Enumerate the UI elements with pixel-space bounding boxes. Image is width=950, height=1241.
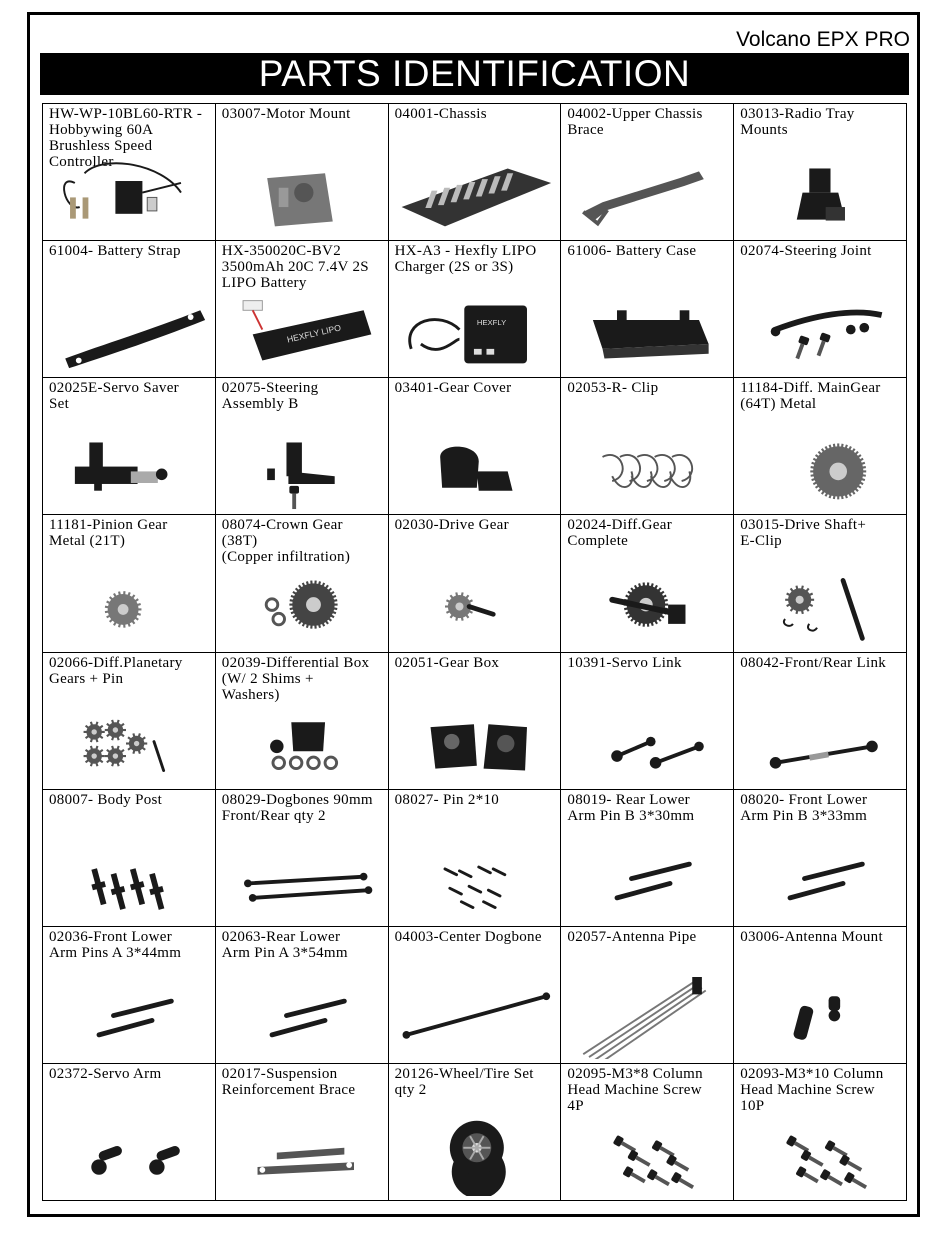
part-cell [216, 515, 389, 652]
suspension-brace-icon [216, 1114, 388, 1196]
part-cell [389, 241, 562, 378]
part-label: 02025E-Servo Saver Set [49, 380, 179, 413]
part-cell [734, 927, 907, 1064]
part-label: HX-350020C-BV2 3500mAh 20C 7.4V 2S LIPO Battery [221, 243, 369, 292]
part-cell [561, 790, 734, 927]
svg-text:HEXFLY LIPO: HEXFLY LIPO [285, 322, 342, 345]
arm-pin-icon [43, 977, 215, 1059]
part-cell [43, 790, 216, 927]
crown-gear-icon [216, 566, 388, 648]
screw-icon [561, 1114, 733, 1196]
pinion-gear-icon [43, 566, 215, 648]
arm-pin-icon [734, 840, 906, 922]
dogbone-icon [216, 840, 388, 922]
drive-gear-icon [389, 566, 561, 648]
charger-icon [389, 291, 561, 373]
part-label: 08027- Pin 2*10 [394, 791, 500, 808]
part-label: 03015-Drive Shaft+ E-Clip [740, 517, 867, 550]
part-cell [734, 1064, 907, 1201]
part-label: 20126-Wheel/Tire Set qty 2 [394, 1065, 534, 1098]
part-label: 02066-Diff.Planetary Gears + Pin [49, 654, 183, 687]
part-label: 61004- Battery Strap [49, 243, 181, 260]
part-label: 04001-Chassis [394, 106, 487, 122]
part-cell [43, 927, 216, 1064]
part-cell [389, 653, 562, 790]
svg-text:HEXFLY: HEXFLY [476, 318, 506, 328]
gear-box-icon [389, 703, 561, 785]
r-clip-icon [561, 428, 733, 510]
part-cell [43, 1064, 216, 1201]
part-cell [734, 241, 907, 378]
part-label: 02095-M3*8 Column Head Machine Screw 4P [567, 1065, 703, 1114]
part-cell [561, 378, 734, 515]
chassis-brace-icon [561, 154, 733, 236]
part-cell [216, 241, 389, 378]
antenna-pipe-icon [561, 977, 733, 1059]
part-label: 08042-Front/Rear Link [740, 654, 887, 671]
servo-link-icon [561, 703, 733, 785]
center-dogbone-icon [389, 977, 561, 1059]
lipo-battery-icon [216, 291, 388, 373]
part-cell [389, 1064, 562, 1201]
part-cell [389, 790, 562, 927]
part-label: 02030-Drive Gear [394, 517, 509, 534]
part-cell [389, 927, 562, 1064]
part-label: 02039-Differential Box (W/ 2 Shims + Washers) [221, 654, 370, 703]
part-cell [561, 104, 734, 241]
servo-saver-icon [43, 428, 215, 510]
part-cell [216, 1064, 389, 1201]
part-cell [561, 927, 734, 1064]
part-cell [43, 241, 216, 378]
part-cell [43, 653, 216, 790]
part-label: 02017-Suspension Reinforcement Brace [221, 1065, 356, 1098]
page-title: PARTS IDENTIFICATION [40, 53, 909, 95]
diff-gear-icon [561, 566, 733, 648]
part-label: 03013-Radio Tray Mounts [740, 106, 855, 138]
part-cell [561, 515, 734, 652]
arm-pin-icon [561, 840, 733, 922]
part-label: 08020- Front Lower Arm Pin B 3*33mm [740, 791, 868, 824]
part-cell [389, 104, 562, 241]
part-cell [216, 790, 389, 927]
drive-shaft-icon [734, 566, 906, 648]
part-cell [389, 515, 562, 652]
battery-strap-icon [43, 291, 215, 373]
part-cell [734, 104, 907, 241]
part-label: 02074-Steering Joint [740, 243, 872, 260]
part-label: 02093-M3*10 Column Head Machine Screw 10P [740, 1065, 884, 1114]
part-label: 10391-Servo Link [567, 654, 682, 671]
part-cell [43, 378, 216, 515]
main-gear-icon [734, 428, 906, 510]
part-cell [43, 104, 216, 241]
steering-joint-icon [734, 291, 906, 373]
parts-grid [42, 103, 907, 1201]
part-cell [43, 515, 216, 652]
part-cell [561, 241, 734, 378]
part-cell [216, 653, 389, 790]
part-label: 08074-Crown Gear (38T) (Copper infiltration) [221, 517, 351, 566]
steering-assembly-icon [216, 428, 388, 510]
part-label: 02036-Front Lower Arm Pins A 3*44mm [49, 928, 182, 961]
pin-icon [389, 840, 561, 922]
front-rear-link-icon [734, 703, 906, 785]
part-label: 02063-Rear Lower Arm Pin A 3*54mm [221, 928, 348, 961]
part-label: 61006- Battery Case [567, 243, 697, 260]
part-cell [734, 515, 907, 652]
part-cell [216, 378, 389, 515]
battery-case-icon [561, 291, 733, 373]
part-cell [561, 653, 734, 790]
motor-mount-icon [216, 154, 388, 236]
screw-icon [734, 1114, 906, 1196]
part-cell [734, 790, 907, 927]
part-label: HW-WP-10BL60-RTR - Hobbywing 60A Brushless Speed Controller [49, 106, 203, 170]
part-label: 03401-Gear Cover [394, 380, 512, 397]
part-label: 02024-Diff.Gear Complete [567, 517, 672, 550]
part-cell [561, 1064, 734, 1201]
part-label: 04003-Center Dogbone [394, 928, 542, 945]
body-post-icon [43, 840, 215, 922]
part-cell [734, 653, 907, 790]
part-cell [734, 378, 907, 515]
part-label: 02053-R- Clip [567, 380, 659, 397]
part-label: 02051-Gear Box [394, 654, 500, 671]
part-label: 08019- Rear Lower Arm Pin B 3*30mm [567, 791, 695, 824]
part-label: 08007- Body Post [49, 791, 163, 808]
servo-arm-icon [43, 1114, 215, 1196]
antenna-mount-icon [734, 977, 906, 1059]
part-label: 08029-Dogbones 90mm Front/Rear qty 2 [221, 791, 373, 824]
chassis-icon [389, 154, 561, 236]
part-label: HX-A3 - Hexfly LIPO Charger (2S or 3S) [394, 243, 537, 276]
part-cell [216, 927, 389, 1064]
part-label: 02057-Antenna Pipe [567, 928, 697, 945]
part-label: 11181-Pinion Gear Metal (21T) [49, 517, 168, 550]
differential-box-icon [216, 703, 388, 785]
part-label: 02372-Servo Arm [49, 1065, 162, 1082]
part-cell [216, 104, 389, 241]
gear-cover-icon [389, 428, 561, 510]
part-label: 03007-Motor Mount [221, 106, 351, 122]
part-label: 03006-Antenna Mount [740, 928, 883, 945]
esc-icon [43, 154, 215, 236]
planetary-gears-icon [43, 703, 215, 785]
part-label: 11184-Diff. MainGear (64T) Metal [740, 380, 881, 413]
radio-tray-mount-icon [734, 154, 906, 236]
arm-pin-icon [216, 977, 388, 1059]
part-label: 02075-Steering Assembly B [221, 380, 319, 413]
part-label: 04002-Upper Chassis Brace [567, 106, 703, 138]
brand-name: Volcano EPX PRO [736, 28, 910, 51]
wheel-tire-icon [389, 1114, 561, 1196]
part-cell [389, 378, 562, 515]
